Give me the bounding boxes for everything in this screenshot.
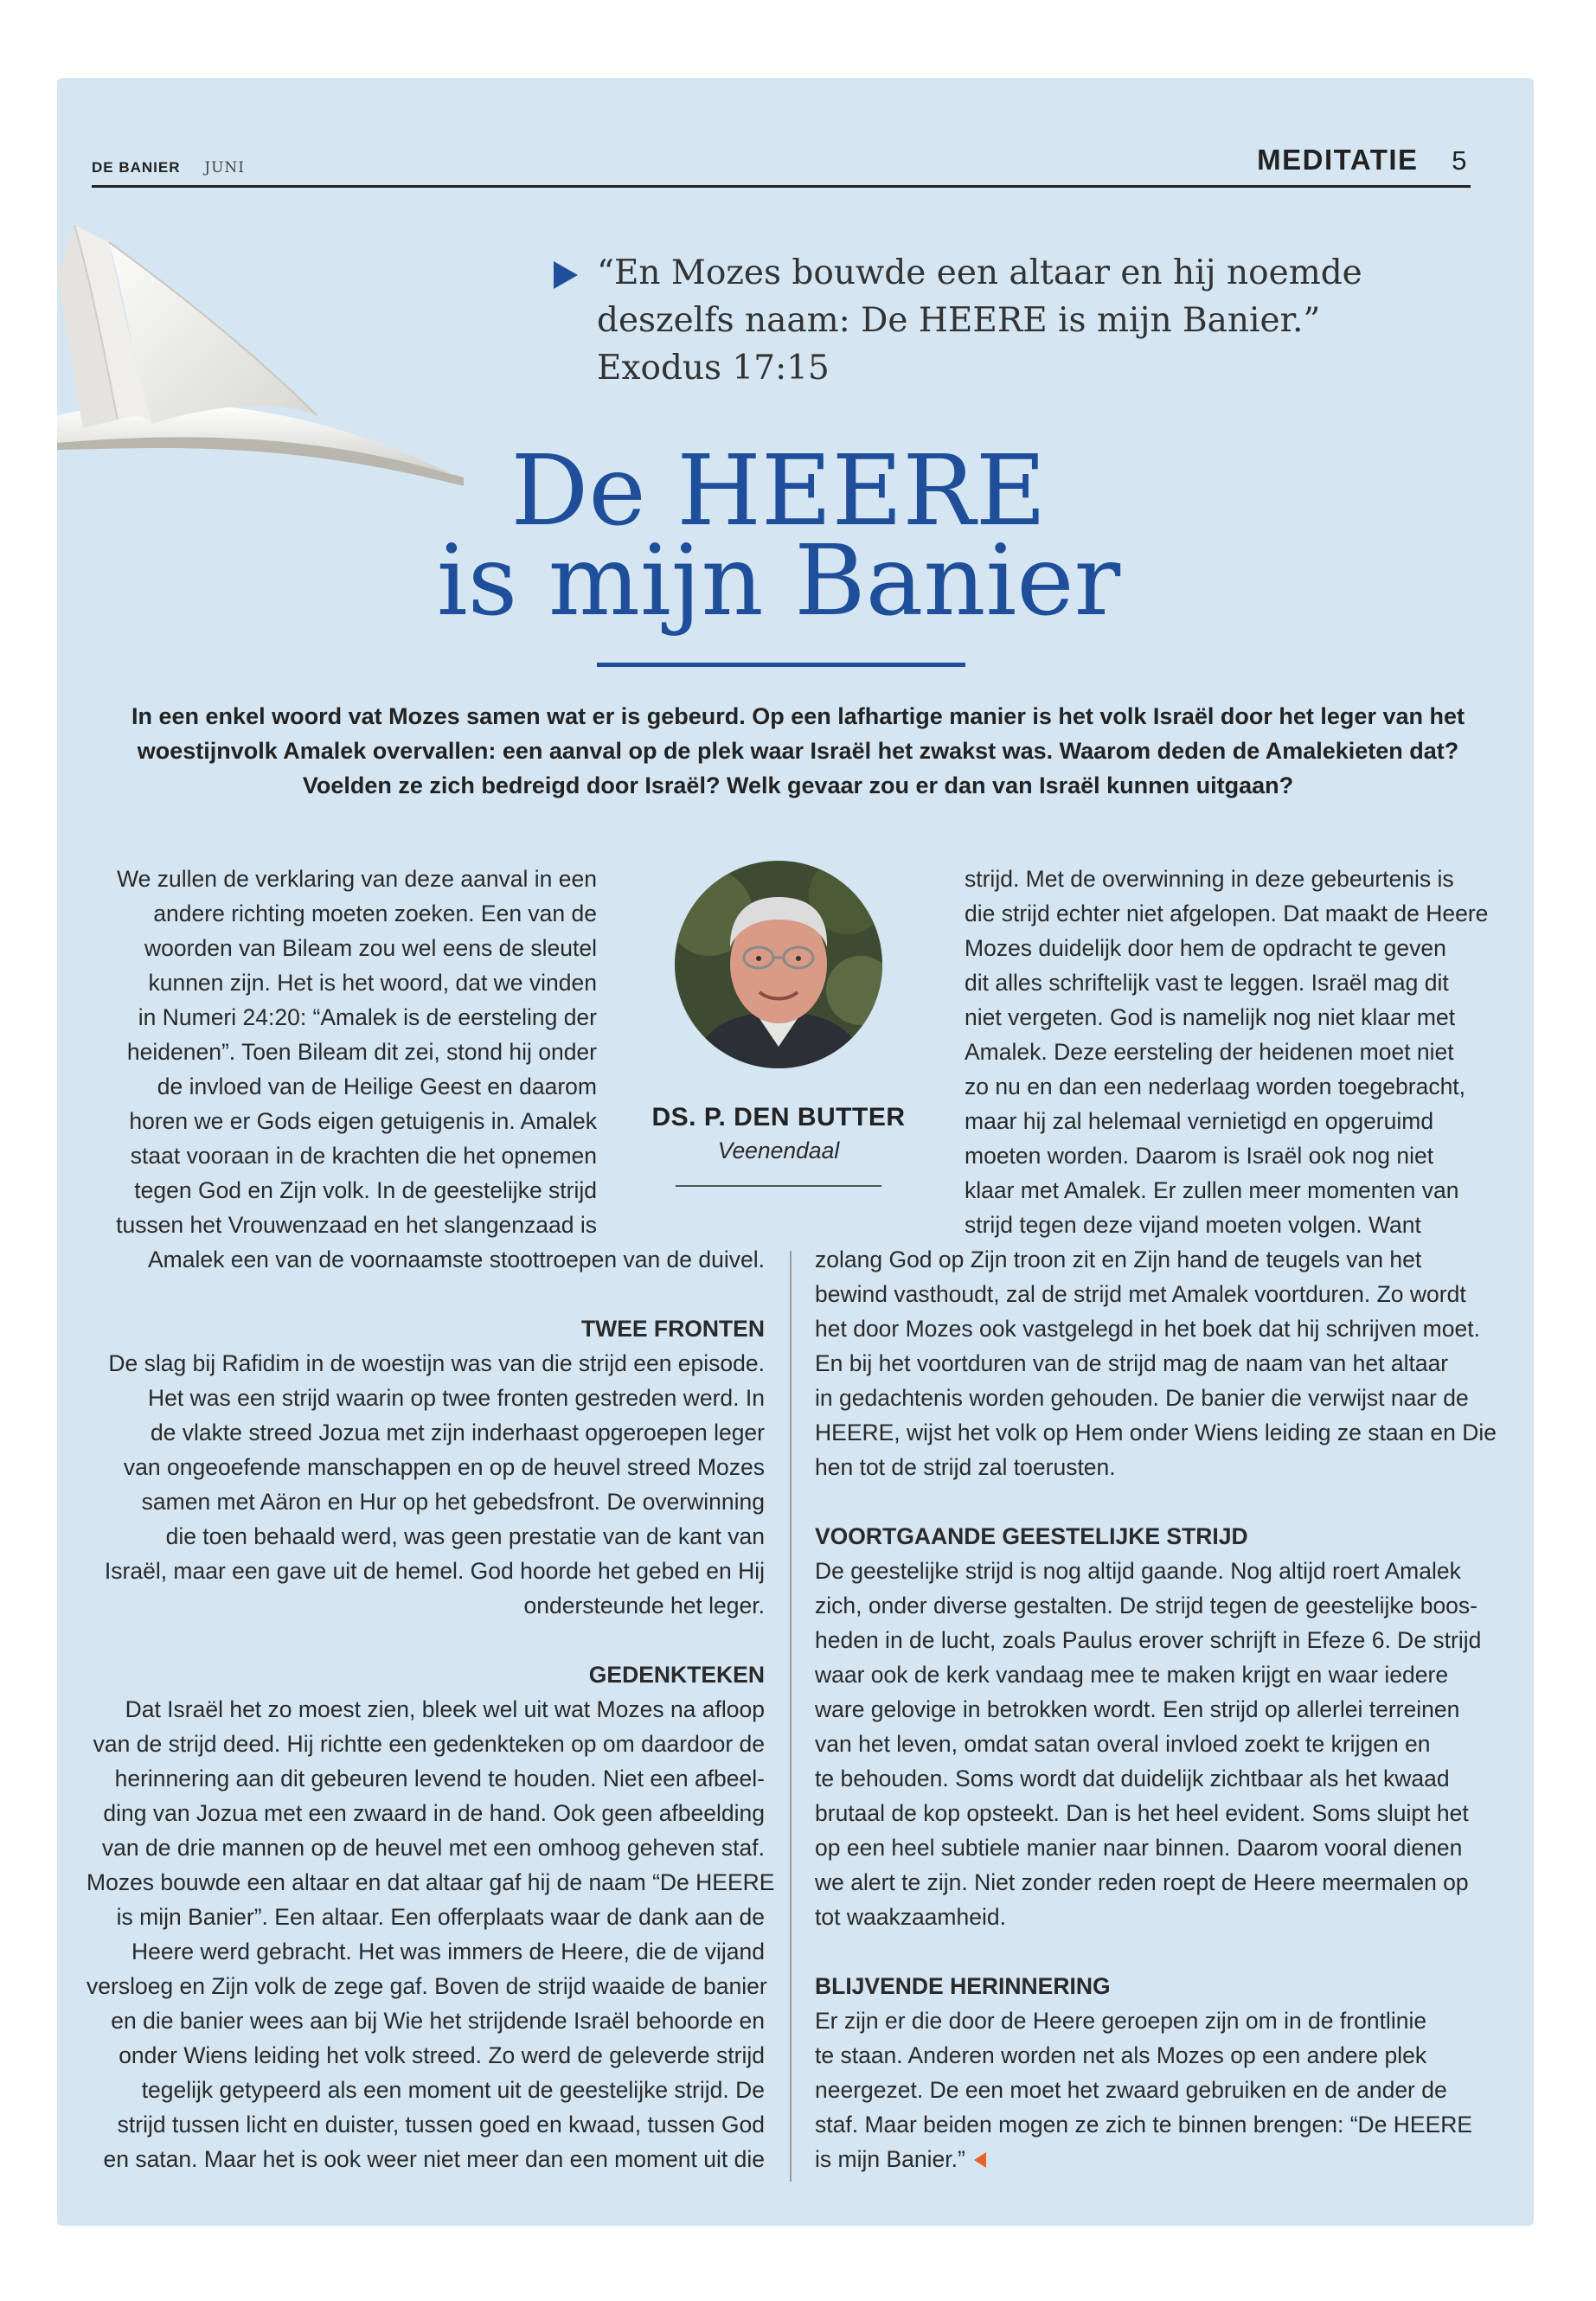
text-line: Israël, maar een gave uit de hemel. God hoorde het gebed en Hij xyxy=(104,1558,765,1584)
text-line: kunnen zijn. Het is het woord, dat we vinden xyxy=(148,970,597,996)
intro-line: Voelden ze zich bedreigd door Israël? Welk gevaar zou er dan van Israël kunnen uitgaan? xyxy=(302,772,1294,798)
text-line: maar hij zal helemaal vernietigd en opgeruimd xyxy=(965,1108,1434,1134)
intro-line: In een enkel woord vat Mozes samen wat er is gebeurd. Op een lafhartige manier is het volk Israël door het leger van het xyxy=(131,703,1465,729)
text-line: strijd. Met de overwinning in deze gebeurtenis is xyxy=(965,866,1454,892)
section-name: MEDITATIE xyxy=(1257,144,1419,176)
text-line: van ongeoefende manschappen en op de heuvel streed Mozes xyxy=(123,1454,765,1480)
text-line: We zullen de verklaring van deze aanval in een xyxy=(117,866,597,892)
text-line: niet vergeten. God is namelijk nog niet klaar met xyxy=(965,1004,1456,1030)
text-line: Amalek een van de voornaamste stoottroepen van de duivel. xyxy=(147,1247,765,1272)
quote-reference: Exodus 17:15 xyxy=(597,349,830,388)
section-heading-gedenkteken: GEDENKTEKEN xyxy=(588,1662,765,1688)
text-line: andere richting moeten zoeken. Een van de xyxy=(153,901,597,926)
text-line: dit alles schriftelijk vast te leggen. Israël mag dit xyxy=(965,970,1449,996)
intro-paragraph xyxy=(95,699,1501,803)
text-line: Mozes bouwde een altaar en dat altaar gaf hij de naam “De HEERE xyxy=(87,1869,775,1895)
text-line: die strijd echter niet afgelopen. Dat maakt de Heere xyxy=(965,901,1489,926)
author-rule xyxy=(676,1185,881,1187)
text-line: te behouden. Soms wordt dat duidelijk zichtbaar als het kwaad xyxy=(815,1766,1450,1791)
text-line: ondersteunde het leger. xyxy=(523,1593,765,1618)
issue-month: JUNI xyxy=(204,159,245,176)
portrait-image xyxy=(675,861,882,1068)
text-line: in gedachtenis worden gehouden. De banier die verwijst naar de xyxy=(815,1385,1469,1411)
text-line: is mijn Banier.” xyxy=(815,2146,965,2172)
article-title-line-1: De HEERE xyxy=(510,435,1047,548)
text-line: Dat Israël het zo moest zien, bleek wel uit wat Mozes na afloop xyxy=(125,1696,765,1722)
text-line: strijd tegen deze vijand moeten volgen. Want xyxy=(965,1212,1421,1238)
text-line: en die banier wees aan bij Wie het strijdende Israël behoorde en xyxy=(111,2008,765,2034)
text-line: neergezet. De een moet het zwaard gebruiken en de ander de xyxy=(815,2077,1447,2103)
text-line: het door Mozes ook vastgelegd in het boek dat hij schrijven moet. xyxy=(815,1316,1480,1342)
running-header-right xyxy=(1257,144,1468,176)
text-line: van de strijd deed. Hij richtte een gedenkteken op om daardoor de xyxy=(93,1731,765,1757)
column-divider xyxy=(790,1251,792,2182)
text-line: tussen het Vrouwenzaad en het slangenzaad is xyxy=(116,1212,597,1238)
text-line: onder Wiens leiding het volk streed. Zo werd de geleverde strijd xyxy=(119,2042,765,2068)
page-number: 5 xyxy=(1452,145,1468,176)
text-line: van het leven, omdat satan overal invloed zoekt te krijgen en xyxy=(815,1731,1431,1757)
quote-line: “En Mozes bouwde een altaar en hij noemde xyxy=(597,253,1362,292)
text-line: staf. Maar beiden mogen ze zich te binnen brengen: “De HEERE xyxy=(815,2112,1473,2138)
text-line: we alert te zijn. Niet zonder reden roept de Heere meermalen op xyxy=(815,1869,1469,1895)
article-title-line-2: is mijn Banier xyxy=(436,525,1121,638)
column-1-top xyxy=(95,862,597,1242)
text-line: moeten worden. Daarom is Israël ook nog niet xyxy=(965,1143,1434,1169)
text-line: woorden van Bileam zou wel eens de sleutel xyxy=(144,935,597,961)
text-line: te staan. Anderen worden net als Mozes op een andere plek xyxy=(815,2042,1427,2068)
text-line: is mijn Banier”. Een altaar. Een offerplaats waar de dank aan de xyxy=(116,1904,765,1930)
author-photo xyxy=(675,861,882,1068)
text-line: Mozes duidelijk door hem de opdracht te geven xyxy=(965,935,1446,961)
text-line: tot waakzaamheid. xyxy=(815,1904,1006,1930)
text-line: klaar met Amalek. Er zullen meer momenten van xyxy=(965,1177,1459,1203)
section-heading-voortgaande-strijd: VOORTGAANDE GEESTELIJKE STRIJD xyxy=(815,1523,1248,1549)
text-line: tegen God en Zijn volk. In de geestelijke strijd xyxy=(134,1177,597,1203)
section-heading-blijvende-herinnering: BLIJVENDE HERINNERING xyxy=(815,1973,1111,1999)
text-line: ware gelovige in betrokken wordt. Een strijd op allerlei terreinen xyxy=(815,1696,1460,1722)
text-line: staat vooraan in de krachten die het opnemen xyxy=(130,1143,597,1169)
text-line: zo nu en dan een nederlaag worden toegebracht, xyxy=(965,1074,1466,1099)
column-1-body xyxy=(87,1242,775,2176)
text-line: bewind vasthoudt, zal de strijd met Amalek voortduren. Zo wordt xyxy=(815,1281,1466,1307)
text-line: heidenen”. Toen Bileam dit zei, stond hij onder xyxy=(126,1039,597,1065)
quote-arrow-icon xyxy=(554,261,578,289)
quote-line: deszelfs naam: De HEERE is mijn Banier.” xyxy=(597,301,1321,340)
text-line: de vlakte streed Jozua met zijn inderhaast opgeroepen leger xyxy=(150,1420,765,1445)
text-line: heden in de lucht, zoals Paulus erover schrijft in Efeze 6. De strijd xyxy=(815,1627,1482,1653)
publication-name: DE BANIER xyxy=(92,159,181,176)
text-line: de invloed van de Heilige Geest en daarom xyxy=(157,1074,597,1099)
text-line: die toen behaald werd, was geen prestatie van de kant van xyxy=(165,1523,765,1549)
text-line: strijd tussen licht en duister, tussen goed en kwaad, tussen God xyxy=(117,2112,765,2138)
text-line: horen we er Gods eigen getuigenis in. Amalek xyxy=(129,1108,597,1134)
text-line: herinnering aan dit gebeuren levend te houden. Niet een afbeel- xyxy=(114,1766,765,1791)
text-line: Het was een strijd waarin op twee fronten gestreden werd. In xyxy=(148,1385,765,1411)
text-line: brutaal de kop opsteekt. Dan is het heel evident. Soms sluipt het xyxy=(815,1800,1469,1826)
title-rule xyxy=(597,663,965,667)
text-line: zich, onder diverse gestalten. De strijd tegen de geestelijke boos- xyxy=(815,1593,1477,1618)
author-block xyxy=(631,861,926,1187)
author-name: DS. P. DEN BUTTER xyxy=(651,1103,906,1131)
section-heading-twee-fronten: TWEE FRONTEN xyxy=(581,1316,765,1342)
text-line: ding van Jozua met een zwaard in de hand. Ook geen afbeelding xyxy=(103,1800,765,1826)
text-line: op een heel subtiele manier naar binnen. Daarom vooral dienen xyxy=(815,1835,1463,1861)
text-line: Heere werd gebracht. Het was immers de Heere, die de vijand xyxy=(131,1939,765,1965)
column-2-body xyxy=(815,1242,1507,2176)
text-line: HEERE, wijst het volk op Hem onder Wiens leiding ze staan en Die xyxy=(815,1420,1497,1445)
text-line: versloeg en Zijn volk de zege gaf. Boven de strijd waaide de banier xyxy=(87,1973,767,1999)
end-of-article-icon xyxy=(974,2152,986,2168)
text-line: in Numeri 24:20: “Amalek is de eersteling der xyxy=(138,1004,597,1030)
text-line: samen met Aäron en Hur op het gebedsfront. De overwinning xyxy=(141,1489,765,1515)
text-line: Er zijn er die door de Heere geroepen zijn om in de frontlinie xyxy=(815,2008,1427,2034)
bible-quote xyxy=(597,249,1375,392)
text-line: zolang God op Zijn troon zit en Zijn hand de teugels van het xyxy=(815,1247,1422,1272)
author-place: Veenendaal xyxy=(717,1138,840,1163)
column-2-top xyxy=(965,862,1501,1242)
text-line: tegelijk getypeerd als een moment uit de geestelijke strijd. De xyxy=(141,2077,765,2103)
final-line xyxy=(815,2142,1507,2176)
text-line: De geestelijke strijd is nog altijd gaande. Nog altijd roert Amalek xyxy=(815,1558,1461,1584)
text-line: hen tot de strijd zal toerusten. xyxy=(815,1454,1116,1480)
intro-line: woestijnvolk Amalek overvallen: een aanval op de plek waar Israël het zwakst was. Waarom deden de Amalekieten dat? xyxy=(137,738,1459,764)
text-line: van de drie mannen op de heuvel met een omhoog geheven staf. xyxy=(101,1835,765,1861)
text-line: De slag bij Rafidim in de woestijn was van die strijd een episode. xyxy=(108,1350,765,1376)
text-line: Amalek. Deze eersteling der heidenen moet niet xyxy=(965,1039,1454,1065)
text-line: en satan. Maar het is ook weer niet meer dan een moment uit die xyxy=(103,2146,765,2172)
text-line: En bij het voortduren van de strijd mag de naam van het altaar xyxy=(815,1350,1449,1376)
text-line: waar ook de kerk vandaag mee te maken krijgt en waar iedere xyxy=(815,1662,1449,1688)
